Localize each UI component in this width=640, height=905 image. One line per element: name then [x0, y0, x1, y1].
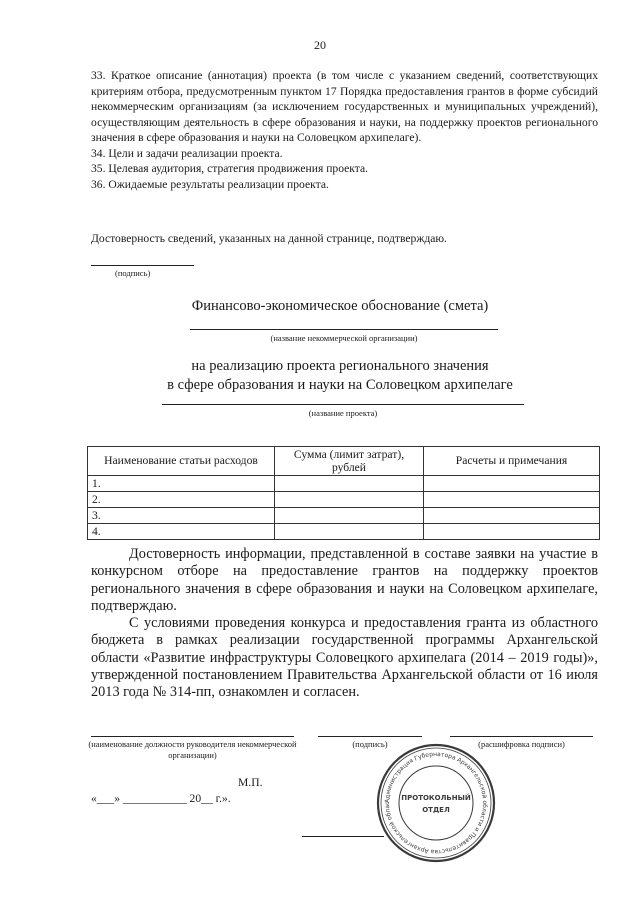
table-cell [424, 508, 600, 524]
table-cell [275, 476, 424, 492]
declaration-paragraph-1: Достоверность информации, представленной в составе заявки на участие в конкурсном отборе на предоставление грантов на поддержку проектов регионального значения в сфере образования и науки на Соловецком архипелаге, подтверждаю. [91, 546, 598, 614]
table-header-notes: Расчеты и примечания [424, 447, 600, 476]
page-confirmation-text: Достоверность сведений, указанных на данной странице, подтверждаю. [91, 232, 447, 245]
stamp-center-line-1: ПРОТОКОЛЬНЫЙ [401, 794, 471, 802]
project-name-label: (название проекта) [308, 408, 378, 418]
nko-name-label: (название некоммерческой организации) [270, 333, 418, 343]
table-row [88, 492, 600, 508]
table-cell [424, 524, 600, 540]
page-number: 20 [314, 38, 326, 52]
table-cell [275, 492, 424, 508]
round-stamp [375, 742, 497, 864]
stamp-center-line-2: ОТДЕЛ [422, 806, 450, 814]
table-row [88, 508, 600, 524]
table-header-sum: Сумма (лимит затрат), рублей [275, 447, 424, 476]
project-title-line-2: в сфере образования и науки на Соловецком архипелаге [167, 376, 513, 393]
table-header-expense: Наименование статьи расходов [88, 447, 275, 476]
table-cell: 3. [88, 508, 275, 524]
table-cell [424, 492, 600, 508]
signature-line [91, 265, 194, 266]
smeta-title: Финансово-экономическое обоснование (смета) [191, 298, 489, 314]
decoding-line [450, 736, 593, 737]
stamp-outer-ring-inner [381, 748, 491, 858]
position-line [91, 736, 294, 737]
item-35: 35. Целевая аудитория, стратегия продвижения проекта. [91, 162, 369, 175]
signature-label: (подпись) [115, 268, 151, 278]
table-row [88, 524, 600, 540]
signature-line-2 [318, 736, 422, 737]
item-33: 33. Краткое описание (аннотация) проекта (в том числе с указанием сведений, соответствующих критериям отбора, предусмотренным пунктом 17 Порядка предоставления грантов в форме субсидий некоммерческим организациям (за исключением государственных и муниципальных учреждений), осуществляющим деятельность в сфере образования и науки, на поддержку проектов регионального значения в сфере образования и науки на Соловецком архипелаге). [91, 69, 598, 144]
project-title [0, 357, 640, 394]
bottom-signature-line [302, 836, 384, 837]
item-34: 34. Цели и задачи реализации проекта. [91, 146, 283, 160]
signature-label-2: (подпись) [352, 739, 388, 749]
table-cell [275, 508, 424, 524]
item-36: 36. Ожидаемые результаты реализации проекта. [91, 177, 329, 191]
table-cell: 2. [88, 492, 275, 508]
project-name-line [162, 404, 524, 405]
table-cell [424, 476, 600, 492]
table-header-row [88, 447, 600, 476]
stamp-place-label: М.П. [238, 776, 263, 789]
stamp-inner-ring [399, 766, 473, 840]
project-title-line-1: на реализацию проекта регионального значения [191, 358, 489, 374]
nko-name-line [190, 329, 498, 330]
date-line: «___» ___________ 20__ г.». [91, 792, 231, 805]
declaration-paragraph-2: С условиями проведения конкурса и предоставления гранта из областного бюджета в рамках реализации государственной программы Архангельской области «Развитие инфраструктуры Соловецкого архипелага (2014 – 2019 годы)», утвержденной постановлением Правительства Архангельской области от 16 июля 2013 года № 314-пп, ознакомлен и согласен. [91, 615, 598, 701]
position-label: (наименование должности руководителя некоммерческой организации) [88, 739, 297, 760]
table-cell [275, 524, 424, 540]
stamp-ring-text: Администрация Губернатора Архангельской области и Правительства Архангельской облас [383, 750, 489, 856]
budget-table [87, 446, 600, 540]
decoding-label: (расшифровка подписи) [478, 739, 565, 749]
numbered-items [91, 68, 598, 192]
table-row [88, 476, 600, 492]
table-cell: 4. [88, 524, 275, 540]
declaration-body [91, 546, 598, 702]
stamp-outer-ring [378, 745, 494, 861]
table-cell: 1. [88, 476, 275, 492]
